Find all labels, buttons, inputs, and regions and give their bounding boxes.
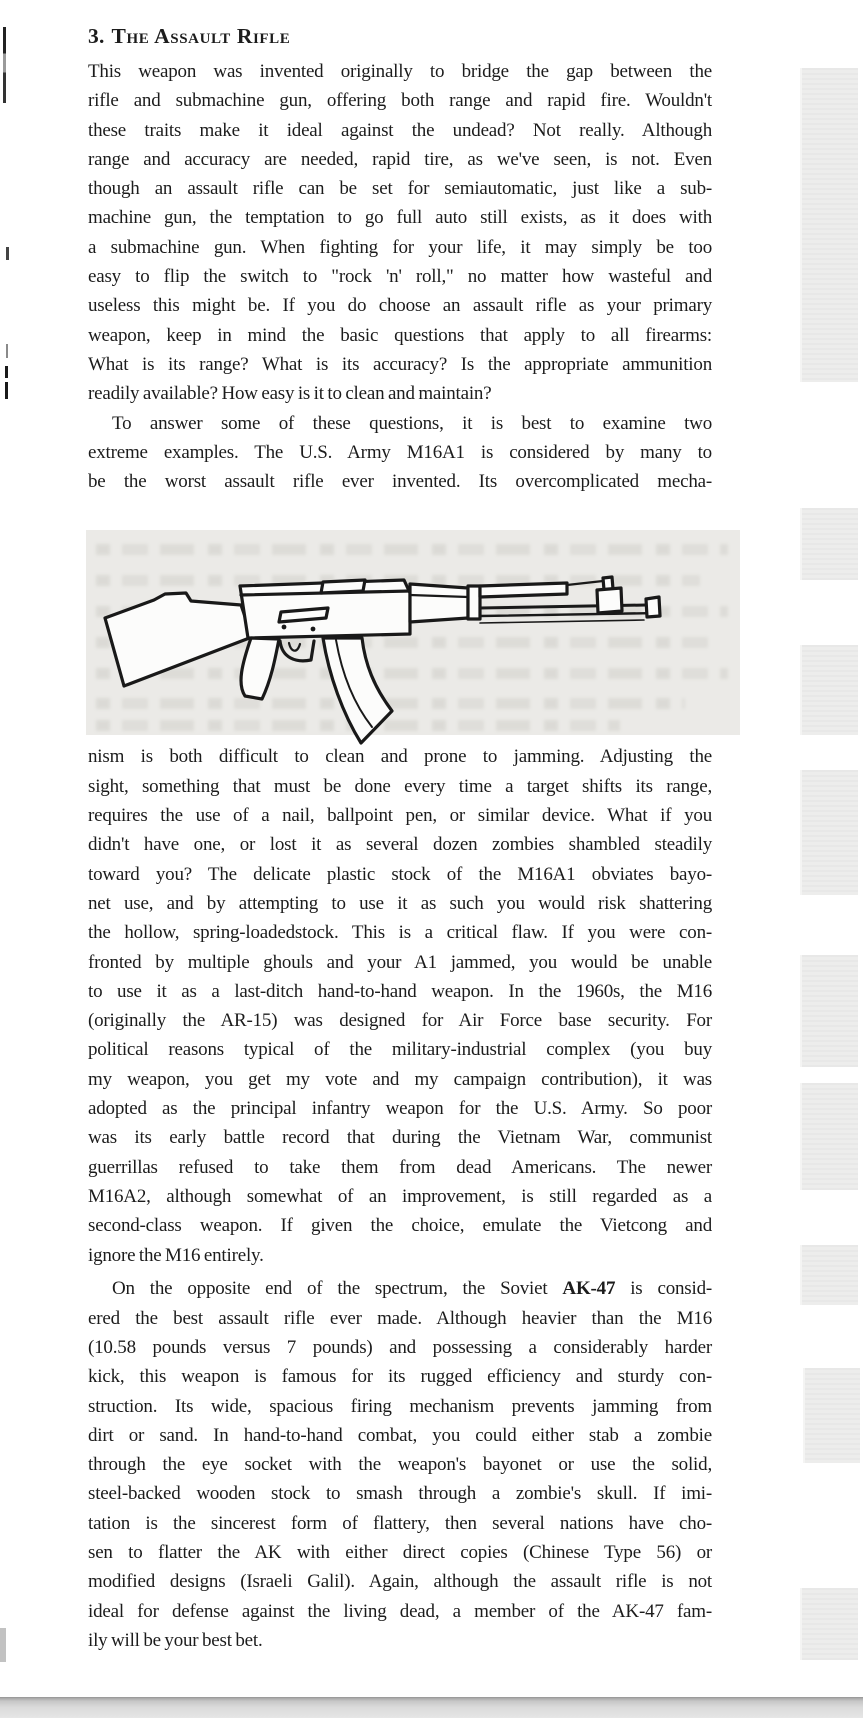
paragraph (88, 742, 712, 1269)
text-line: (10.58 pounds versus 7 pounds) and possessing a considerably harder (88, 1336, 712, 1358)
text-line: nism is both difficult to clean and prone to jamming. Adjusting the (88, 746, 712, 768)
page-bottom-bar (0, 1697, 863, 1718)
rifle-selector-lever (279, 608, 328, 622)
text-line: ered the best assault rifle ever made. Although heavier than the M16 (88, 1307, 712, 1329)
text-line: extreme examples. The U.S. Army M16A1 is considered by many to (88, 441, 712, 463)
rifle-handguard (410, 584, 468, 622)
rifle-magazine (323, 638, 392, 743)
text-line: machine gun, the temptation to go full auto still exists, as it does with (88, 207, 712, 229)
text-line: What is its range? What is its accuracy? Is the appropriate ammunition (88, 353, 712, 375)
rifle-barrel-lower (480, 613, 659, 616)
text-line: readily available? How easy is it to clean and maintain? (88, 383, 492, 405)
rifle-stock (105, 593, 252, 686)
text-line: to use it as a last-ditch hand-to-hand weapon. In the 1960s, the M16 (88, 980, 712, 1002)
binding-mark (5, 366, 8, 378)
binding-mark (3, 27, 6, 103)
text-line: though an assault rifle can be set for semiautomatic, just like a sub- (88, 178, 712, 200)
text-line: rifle and submachine gun, offering both range and rapid fire. Wouldn't (88, 90, 712, 112)
text-line: steel-backed wooden stock to smash through a zombie's skull. If imi- (88, 1483, 712, 1505)
binding-mark (0, 1628, 6, 1662)
rifle-cleaning-rod (480, 620, 644, 623)
page-content (88, 20, 712, 1655)
rifle-gas-block-line (567, 581, 603, 585)
text-line: ideal for defense against the living dead, a member of the AK-47 fam- (88, 1600, 712, 1622)
scan-artifact-band (800, 68, 858, 382)
scan-artifact-band (800, 1083, 858, 1190)
rifle-figure (88, 496, 712, 742)
binding-mark (6, 344, 8, 358)
text-line: modified designs (Israeli Galil). Again, although the assault rifle is not (88, 1571, 712, 1593)
rifle-grip (241, 638, 279, 699)
text-line: fronted by multiple ghouls and your A1 jammed, you would be unable (88, 951, 712, 973)
text-line: requires the use of a nail, ballpoint pen, or similar device. What if you (88, 805, 712, 827)
text-line: kick, this weapon is famous for its rugged efficiency and sturdy con- (88, 1366, 712, 1388)
rifle-top-rect (321, 580, 365, 593)
text-line: useless this might be. If you do choose an assault rifle as your primary (88, 295, 712, 317)
section-title: The Assault Rifle (111, 24, 291, 48)
rifle-handguard-ring (468, 586, 480, 619)
binding-mark (6, 247, 9, 260)
rifle-gas-tube (480, 583, 567, 597)
scan-artifact-band (800, 508, 858, 580)
text-line: guerrillas refused to take them from dead Americans. The newer (88, 1156, 712, 1178)
text-line: didn't have one, or lost it as several dozen zombies shambled steadily (88, 834, 712, 856)
text-line: toward you? The delicate plastic stock of the M16A1 obviates bayo- (88, 863, 712, 885)
scan-artifact-band (800, 645, 858, 735)
paragraph (88, 409, 712, 497)
rifle-pin (311, 627, 316, 632)
text-line: political reasons typical of the military-industrial complex (you buy (88, 1039, 712, 1061)
rifle-muzzle (646, 597, 660, 617)
rifle-trigger (289, 643, 300, 651)
text-line: tation is the sincerest form of flattery, then several nations have cho- (88, 1512, 712, 1534)
rifle-front-sight-base (597, 588, 622, 613)
paragraph (88, 1274, 712, 1655)
text-line: was its early battle record that during the Vietnam War, communist (88, 1127, 712, 1149)
text-line: ignore the M16 entirely. (88, 1244, 264, 1266)
scan-artifact-band (800, 1588, 858, 1660)
text-line: range and accuracy are needed, rapid tire, as we've seen, is not. Even (88, 148, 712, 170)
text-line: M16A2, although somewhat of an improvement, is still regarded as a (88, 1185, 712, 1207)
text-line: ily will be your best bet. (88, 1629, 263, 1651)
section-number: 3. (88, 24, 105, 48)
scan-artifact-band (800, 770, 858, 895)
scan-artifact-band (800, 1245, 858, 1305)
text-line: On the opposite end of the spectrum, the Soviet AK-47 is consid- (112, 1278, 713, 1300)
text-line: sight, something that must be done every time a target shifts its range, (88, 775, 712, 797)
scan-artifact-band (803, 1368, 860, 1463)
text-line: (originally the AR-15) was designed for Air Force base security. For (88, 1010, 712, 1032)
text-line: through the eye socket with the weapon's bayonet or use the solid, (88, 1454, 712, 1476)
text-line: be the worst assault rifle ever invented. Its overcomplicated mecha- (88, 471, 712, 493)
scan-artifact-band (800, 955, 858, 1067)
text-line: weapon, keep in mind the basic questions that apply to all firearms: (88, 324, 712, 346)
rifle-pin (282, 625, 287, 630)
paragraph (88, 57, 712, 409)
text-line: my weapon, you get my vote and my campaign contribution), it was (88, 1068, 712, 1090)
text-line: This weapon was invented originally to bridge the gap between the (88, 61, 712, 82)
figure-plate (86, 530, 740, 735)
text-line: adopted as the principal infantry weapon for the U.S. Army. So poor (88, 1098, 712, 1120)
text-line: a submachine gun. When fighting for your life, it may simply be too (88, 236, 712, 258)
text-line: easy to flip the switch to "rock 'n' roll," no matter how wasteful and (88, 266, 712, 288)
text-line: dirt or sand. In hand-to-hand combat, you could either stab a zombie (88, 1424, 712, 1446)
binding-mark (5, 382, 8, 399)
text-line: sen to flatter the AK with either direct copies (Chinese Type 56) or (88, 1542, 712, 1564)
bleed-through-text (96, 544, 728, 555)
text-line: second-class weapon. If given the choice, emulate the Vietcong and (88, 1215, 712, 1237)
text-line: the hollow, spring-loadedstock. This is a critical flaw. If you were con- (88, 922, 712, 944)
section-heading (88, 20, 712, 57)
text-line: net use, and by attempting to use it as such you would risk shattering (88, 892, 712, 914)
ak47-drawing (98, 572, 663, 754)
text-line: struction. Its wide, spacious firing mechanism prevents jamming from (88, 1395, 712, 1417)
text-line: To answer some of these questions, it is best to examine two (112, 412, 712, 434)
text-line: these traits make it ideal against the undead? Not really. Although (88, 119, 712, 141)
